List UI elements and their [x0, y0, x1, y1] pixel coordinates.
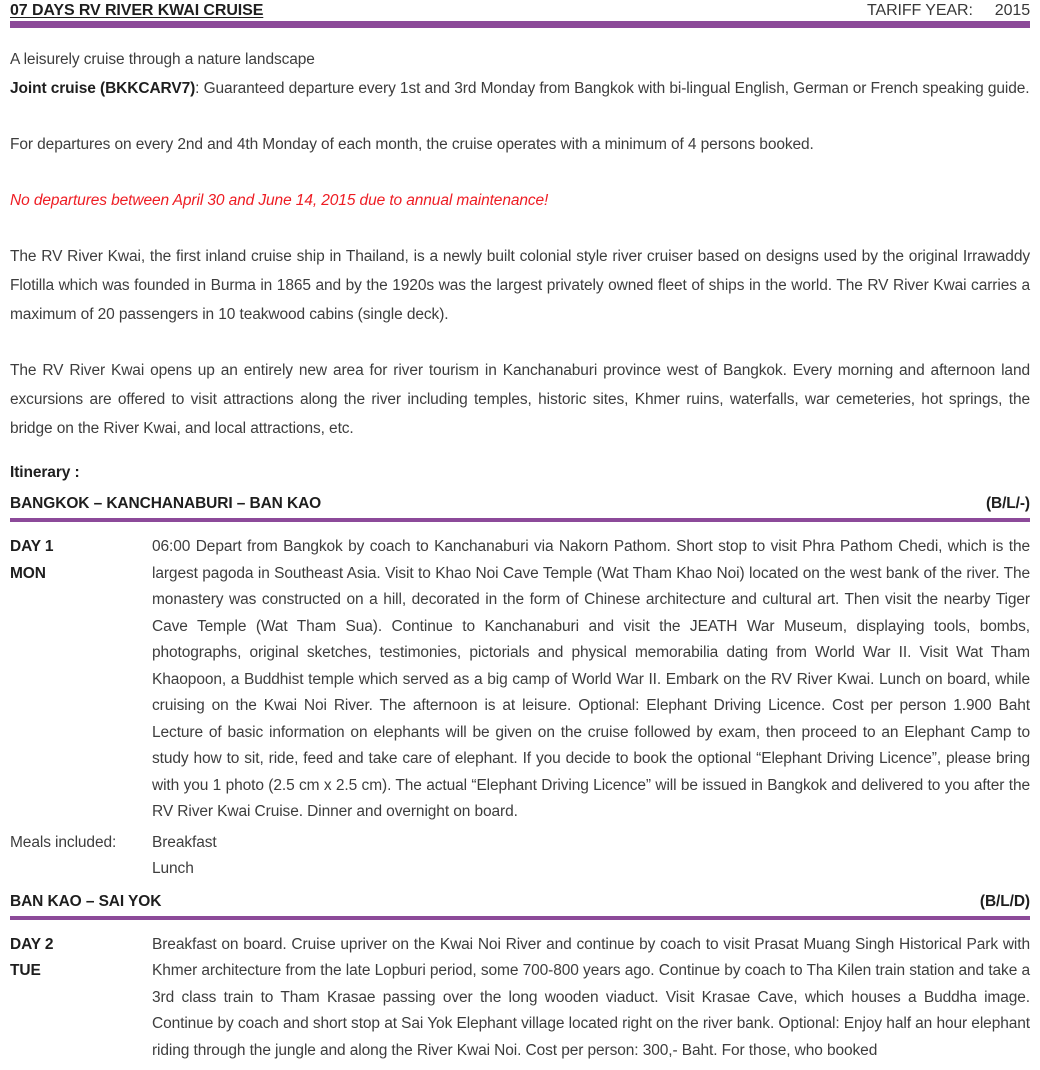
- route-title: BANGKOK – KANCHANABURI – BAN KAO: [10, 495, 322, 512]
- route-header-day1: [10, 493, 1030, 522]
- day-number: DAY 1: [10, 538, 54, 555]
- day1-meals-row: [10, 830, 1030, 883]
- joint-cruise-text: : Guaranteed departure every 1st and 3rd Monday from Bangkok with bi-lingual English, German or French speaking guide.: [195, 80, 1030, 97]
- river-tourism-paragraph: The RV River Kwai opens up an entirely new area for river tourism in Kanchanaburi province west of Bangkok. Every morning and afternoon land excursions are offered to visit attractions along the river including temples, historic sites, Khmer ruins, waterfalls, war cemeteries, hot springs, the bridge on the River Kwai, and local attractions, etc.: [10, 362, 1030, 437]
- day1-row: [10, 534, 1030, 826]
- day2-description: Breakfast on board. Cruise upriver on the Kwai Noi River and continue by coach to visit Prasat Muang Singh Historical Park with Khmer architecture from the late Lopburi period, some 700-800 years ago. Continue by coach to Tha Kilen train station and take a 3rd class train to Tham Krasae passing over the long wooden viaduct. Visit Krasae Cave, which houses a Buddha image. Continue by coach and short stop at Sai Yok Elephant village located right on the river bank. Optional: Enjoy half an hour elephant riding through the jungle and along the River Kwai Noi. Cost per person: 300,- Baht. For those, who booked: [152, 935, 1030, 1059]
- tariff-year: [867, 2, 1030, 20]
- tagline: A leisurely cruise through a nature landscape: [10, 51, 315, 68]
- day2-row: [10, 932, 1030, 1065]
- day-weekday: TUE: [10, 962, 41, 979]
- day1-label-column: [10, 534, 152, 826]
- day2-label-column: [10, 932, 152, 1065]
- joint-cruise-code: Joint cruise (BKKCARV7): [10, 80, 196, 97]
- joint-cruise-paragraph: [10, 74, 1030, 103]
- minimum-persons-note: For departures on every 2nd and 4th Monday of each month, the cruise operates with a minimum of 4 persons booked.: [10, 136, 814, 153]
- ship-description-paragraph: The RV River Kwai, the first inland cruise ship in Thailand, is a newly built colonial style river cruiser based on designs used by the original Irrawaddy Flotilla which was founded in Burma in 1865 and by the 1920s was the largest privately owned fleet of ships in the world. The RV River Kwai carries a maximum of 20 passengers in 10 teakwood cabins (single deck).: [10, 248, 1030, 323]
- day1-description: 06:00 Depart from Bangkok by coach to Kanchanaburi via Nakorn Pathom. Short stop to visit Phra Pathom Chedi, which is the largest pagoda in Southeast Asia. Visit to Khao Noi Cave Temple (Wat Tham Khao Noi) located on the west bank of the river. The monastery was constructed on a hill, decorated in the form of Chinese architecture and cultural art. Then visit the nearby Tiger Cave Temple (Wat Tham Sua). Continue to Kanchanaburi and visit the JEATH War Museum, displaying tools, bombs, photographs, original sketches, testimonies, pictorials and physical memorabilia dating from World War II. Visit Wat Tham Khaopoon, a Buddhist temple which served as a big camp of World War II. Embark on the RV River Kwai. Lunch on board, while cruising on the Kwai Noi River. The afternoon is at leisure. Optional: Elephant Driving Licence. Cost per person 1.900 Baht Lecture of basic information on elephants will be given on the cruise followed by exam, then proceed to an Elephant Camp to study how to sit, ride, feed and take care of elephant. If you decide to book the optional “Elephant Driving Licence”, please bring with you 1 photo (2.5 cm x 2.5 cm). The actual “Elephant Driving Licence” will be issued in Bangkok and delivered to you after the RV River Kwai Cruise. Dinner and overnight on board.: [152, 538, 1030, 820]
- day-number: DAY 2: [10, 935, 54, 953]
- meals-code: (B/L/D): [979, 892, 1030, 910]
- tariff-year-value: 2015: [994, 2, 1030, 19]
- route-header-day2: [10, 891, 1030, 920]
- meals-code: (B/L/-): [985, 495, 1030, 512]
- page-header: [10, 0, 1030, 28]
- route-title: BAN KAO – SAI YOK: [10, 892, 162, 910]
- itinerary-label: Itinerary :: [10, 464, 80, 481]
- meals-list: [152, 830, 1030, 883]
- no-departures-alert: No departures between April 30 and June 14, 2015 due to annual maintenance!: [10, 192, 549, 209]
- meal-item: Lunch: [152, 860, 194, 877]
- page-title: 07 DAYS RV RIVER KWAI CRUISE: [10, 2, 264, 19]
- day-weekday: MON: [10, 564, 46, 582]
- meals-included-label: Meals included:: [10, 833, 117, 851]
- meal-item: Breakfast: [152, 833, 217, 851]
- tariff-year-label: TARIFF YEAR:: [867, 2, 973, 19]
